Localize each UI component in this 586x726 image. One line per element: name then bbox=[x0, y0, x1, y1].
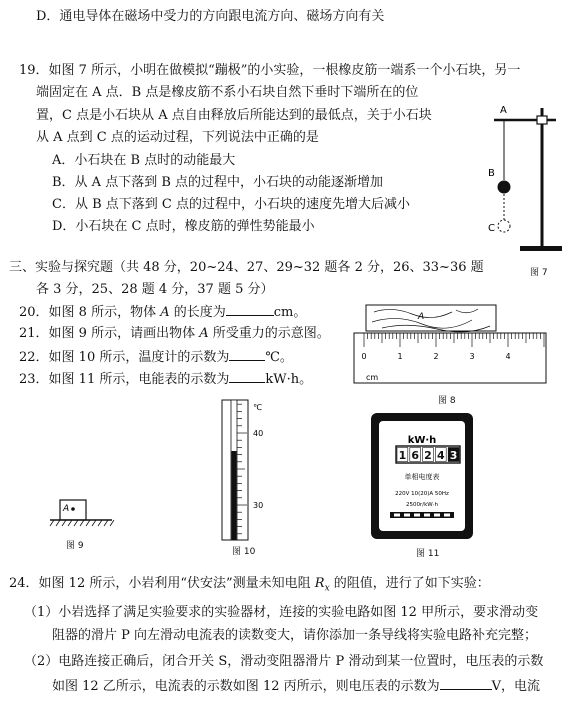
figure-8-object-label: A bbox=[418, 312, 425, 322]
q20 bbox=[19, 302, 306, 323]
figure-8-tick-label: 2 bbox=[433, 352, 439, 361]
figure-10-caption: 图 10 bbox=[232, 547, 256, 557]
figure-11-digits bbox=[397, 448, 459, 463]
q20-unit: cm。 bbox=[273, 305, 307, 320]
q22 bbox=[19, 347, 293, 368]
q22-text: 22．如图 10 所示，温度计的示数为 bbox=[19, 350, 230, 365]
q19-stem-line3: 置，C 点是小石块从 A 点自由释放后所能达到的最低点，关于小石块 bbox=[36, 108, 432, 123]
figure-10-liquid-column bbox=[232, 451, 237, 540]
figure-11-digit: 2 bbox=[424, 449, 432, 462]
q23-unit: kW·h。 bbox=[265, 372, 313, 387]
q24-rx-sub: x bbox=[324, 583, 330, 594]
figure-7-label-b: B bbox=[488, 168, 495, 179]
figure-7-label-a: A bbox=[500, 105, 507, 116]
q19-stem-line2: 端固定在 A 点．B 点是橡皮筋不系小石块自然下垂时下端所在的位 bbox=[36, 85, 419, 100]
q24-part2-unit: V，电流 bbox=[491, 679, 541, 694]
figure-8-caption: 图 8 bbox=[438, 396, 456, 406]
figure-10-label-30: 30 bbox=[253, 501, 264, 510]
q19-option-d: D．小石块在 C 点时，橡皮筋的弹性势能最小 bbox=[52, 219, 315, 234]
q24-part1-line2: 阻器的滑片 P 向左滑动电流表的读数变大，请你添加一条导线将实验电路补充完整； bbox=[52, 628, 538, 643]
figure-10-thermometer bbox=[200, 398, 270, 543]
q20-var: A bbox=[160, 305, 170, 320]
figure-8-tick-label: 0 bbox=[361, 352, 367, 361]
q21 bbox=[19, 324, 330, 344]
q24-post: 的阻值，进行了如下实验： bbox=[329, 576, 490, 591]
figure-7-stand bbox=[480, 100, 580, 280]
q22-answer-blank[interactable] bbox=[229, 347, 265, 361]
figure-11-digit: 4 bbox=[436, 449, 445, 462]
figure-8-unit: cm bbox=[366, 373, 379, 382]
figure-8-tick-label: 1 bbox=[397, 352, 403, 361]
q23-text: 23．如图 11 所示，电能表的示数为 bbox=[19, 372, 230, 387]
q21-post: 所受重力的示意图。 bbox=[208, 326, 330, 341]
section-3-heading-line1: 三、实验与探究题（共 48 分，20~24、27、29~32 题各 2 分，26、33~36 题 bbox=[9, 260, 484, 275]
q19-stem-line1: 19．如图 7 所示，小明在做模拟“蹦极”的小实验，一根橡皮筋一端系一个小石块，另一 bbox=[19, 63, 521, 78]
figure-11-name: 单相电度表 bbox=[404, 473, 440, 481]
figure-11-digit: 6 bbox=[411, 449, 420, 462]
figure-11-digit: 3 bbox=[449, 449, 458, 462]
q22-unit: ℃。 bbox=[265, 350, 293, 365]
figure-8-ruler bbox=[352, 302, 552, 402]
q24-stem bbox=[9, 574, 490, 599]
q24-rx: R bbox=[314, 576, 325, 591]
figure-8-tick-label: 3 bbox=[469, 352, 475, 361]
figure-7-label-c: C bbox=[488, 223, 495, 234]
figure-8-tick-label: 4 bbox=[505, 352, 511, 361]
figure-11-meter bbox=[370, 412, 474, 540]
q24-part1-line1: （1）小岩选择了满足实验要求的实验器材，连接的实验电路如图 12 甲所示，要求滑动变 bbox=[24, 605, 539, 620]
figure-9-caption: 图 9 bbox=[66, 541, 84, 551]
q21-pre: 21．如图 9 所示，请画出物体 bbox=[19, 326, 200, 341]
q24-pre: 24．如图 12 所示，小岩利用“伏安法”测量未知电阻 bbox=[9, 576, 315, 591]
q18-option-d: D．通电导体在磁场中受力的方向跟电流方向、磁场方向有关 bbox=[36, 9, 385, 24]
q23-answer-blank[interactable] bbox=[229, 369, 265, 383]
q19-option-c: C．从 B 点下落到 C 点的过程中，小石块的速度先增大后减小 bbox=[52, 197, 410, 212]
q24-part2-text: 如图 12 乙所示，电流表的示数如图 12 丙所示，则电压表的示数为 bbox=[52, 679, 440, 694]
q19-stem-line4: 从 A 点到 C 点的运动过程，下列说法中正确的是 bbox=[36, 130, 319, 145]
q19-option-a: A．小石块在 B 点时的动能最大 bbox=[52, 153, 236, 168]
q24-part2-line1: （2）电路连接正确后，闭合开关 S，滑动变阻器滑片 P 滑动到某一位置时，电压表的示数 bbox=[24, 654, 544, 669]
figure-11-spec: 220V 10(20)A 50Hz bbox=[395, 491, 449, 497]
q24-part2-line2 bbox=[52, 676, 540, 697]
figure-11-digit: 1 bbox=[398, 449, 407, 462]
q19-option-b: B．从 A 点下落到 B 点的过程中，小石块的动能逐渐增加 bbox=[52, 175, 384, 190]
figure-10-label-40: 40 bbox=[253, 429, 264, 438]
q20-post: 的长度为 bbox=[169, 305, 226, 320]
figure-11-caption: 图 11 bbox=[416, 549, 440, 559]
q24-voltage-blank[interactable] bbox=[440, 676, 492, 690]
q23 bbox=[19, 369, 312, 390]
figure-11-rev: 2500r/kW·h bbox=[406, 502, 438, 508]
q20-answer-blank[interactable] bbox=[226, 302, 274, 316]
figure-9-block bbox=[48, 496, 118, 528]
section-3-heading-line2: 各 3 分，25、28 题 4 分，37 题 5 分） bbox=[36, 282, 274, 297]
figure-11-unit: kW·h bbox=[407, 435, 437, 446]
q20-pre: 20．如图 8 所示，物体 bbox=[19, 305, 161, 320]
q21-var: A bbox=[199, 326, 209, 341]
figure-10-unit: ℃ bbox=[253, 403, 262, 412]
figure-7-caption: 图 7 bbox=[530, 268, 548, 278]
figure-9-object-label: A bbox=[63, 504, 70, 514]
